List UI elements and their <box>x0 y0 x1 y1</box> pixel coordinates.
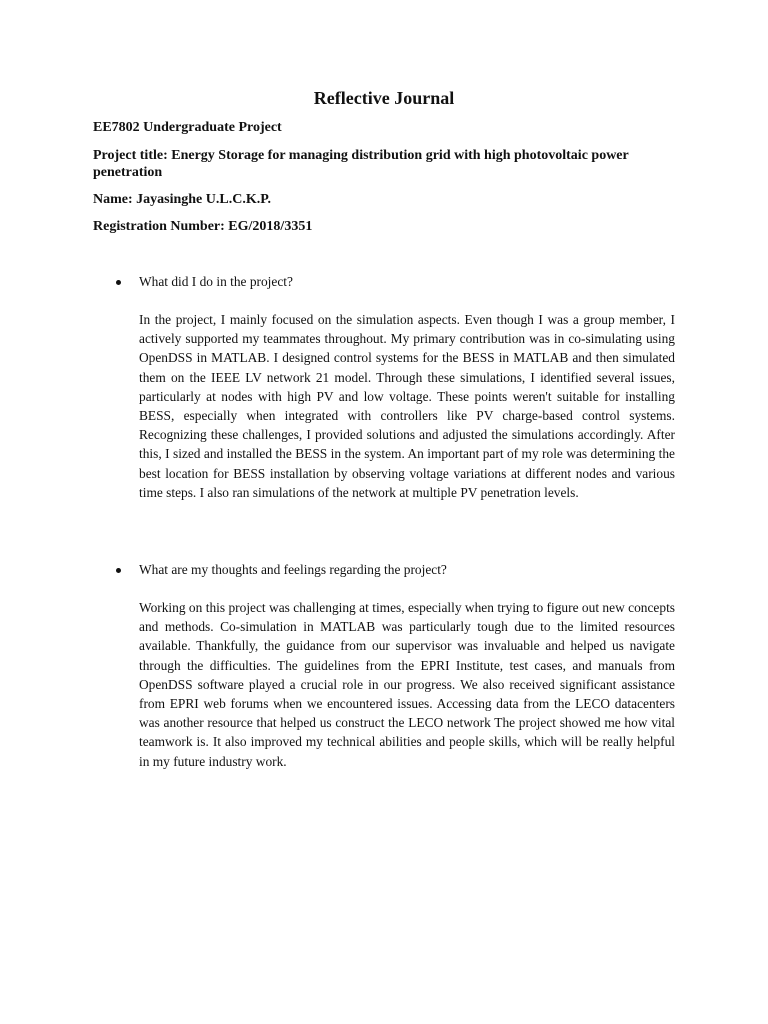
question-text: What are my thoughts and feelings regarding the project? <box>139 562 447 577</box>
registration-number: Registration Number: EG/2018/3351 <box>93 219 313 234</box>
section-answer: Working on this project was challenging at times, especially when trying to figure out new concepts and methods. Co-simulation in MATLAB was particularly tough due to the limited resources available. Thankfully, the guidance from our supervisor was invaluable and helped us navigate through the difficulties. The guidelines from the EPRI Institute, test cases, and manuals from OpenDSS software played a crucial role in our progress. We also received significant assistance from EPRI web forums when we encountered issues. Accessing data from the LECO datacenters was another resource that helped us construct the LECO network The project showed me how vital teamwork is. It also improved my technical abilities and people skills, which will be really helpful in my future industry work. <box>139 600 675 769</box>
section-answer: In the project, I mainly focused on the simulation aspects. Even though I was a group member, I actively supported my teammates throughout. My primary contribution was in co-simulating using OpenDSS in MATLAB. I designed control systems for the BESS in MATLAB and then simulated them on the IEEE LV network 21 model. Through these simulations, I identified several issues, particularly at nodes with high PV and low voltage. These points weren't suitable for installing BESS, especially when integrated with controllers like PV charge-based control systems. Recognizing these challenges, I provided solutions and adjusted the simulations accordingly. After this, I sized and installed the BESS in the system. An important part of my role was determining the best location for BESS installation by observing voltage variations at different nodes and various time steps. I also ran simulations of the network at multiple PV penetration levels. <box>139 312 675 500</box>
course-heading: EE7802 Undergraduate Project <box>93 120 282 135</box>
document-title: Reflective Journal <box>313 88 455 108</box>
project-title: Project title: Energy Storage for managing distribution grid with high photovoltaic power penetration <box>93 148 629 180</box>
bullet-icon <box>116 568 121 573</box>
student-name: Name: Jayasinghe U.L.C.K.P. <box>93 192 271 207</box>
question-text: What did I do in the project? <box>139 274 293 289</box>
bullet-icon <box>116 280 121 285</box>
